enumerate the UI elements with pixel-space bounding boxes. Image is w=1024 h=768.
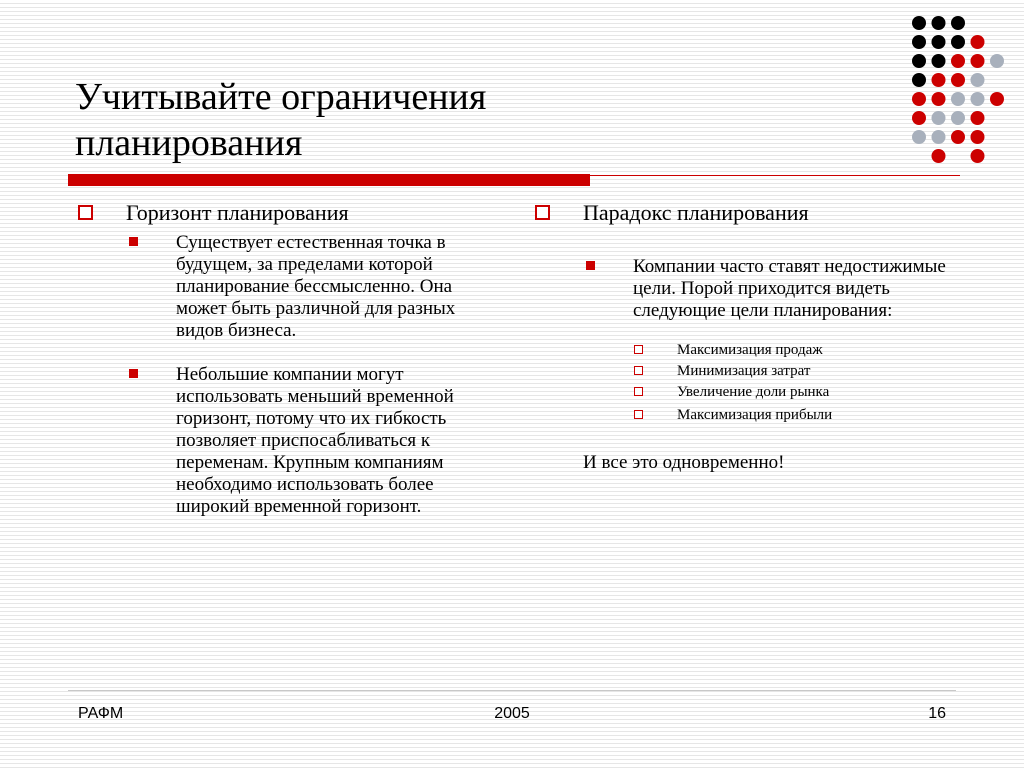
solid-square-bullet-icon — [129, 237, 138, 246]
decorative-dot-grid — [907, 11, 1007, 167]
left-heading: Горизонт планирования — [126, 200, 349, 225]
decorative-dot — [990, 92, 1004, 106]
decorative-dot — [932, 35, 946, 49]
decorative-dot — [912, 16, 926, 30]
goal-item — [533, 382, 953, 403]
decorative-dot — [971, 73, 985, 87]
left-bullet-2 — [76, 364, 496, 518]
left-column — [76, 200, 496, 518]
small-square-bullet-icon — [634, 366, 643, 375]
decorative-dot — [932, 130, 946, 144]
left-bullet-1-text: Существует естественная точка в будущем, за пределами которой планирование бессмысленно. Она может быть различной для разных видов бизнеса. — [176, 232, 456, 341]
decorative-dot — [912, 92, 926, 106]
right-bullet-text: Компании часто ставят недостижимые цели. Порой приходится видеть следующие цели планирования: — [633, 256, 946, 321]
goal-item — [533, 405, 953, 426]
footer-year: 2005 — [494, 705, 530, 722]
decorative-dot — [971, 130, 985, 144]
footer-organization: РАФМ — [78, 705, 124, 722]
decorative-dot — [951, 92, 965, 106]
decorative-dot — [971, 92, 985, 106]
slide-number: 16 — [928, 705, 946, 722]
decorative-dot — [932, 54, 946, 68]
left-bullet-2-text: Небольшие компании могут использовать меньший временной горизонт, потому что их гибкость позволяет приспосабливаться к переменам. Крупным компаниям необходимо использовать более широкий временной горизонт. — [176, 364, 454, 517]
solid-square-bullet-icon — [129, 369, 138, 378]
decorative-dot — [912, 54, 926, 68]
decorative-dot — [951, 54, 965, 68]
small-square-bullet-icon — [634, 387, 643, 396]
right-heading: Парадокс планирования — [583, 200, 809, 225]
footer-divider — [68, 690, 956, 691]
decorative-dot — [951, 16, 965, 30]
decorative-dot — [971, 54, 985, 68]
solid-square-bullet-icon — [586, 261, 595, 270]
small-square-bullet-icon — [634, 345, 643, 354]
goal-item-text: Максимизация продаж — [677, 342, 823, 358]
decorative-dot — [990, 54, 1004, 68]
slide-title: Учитывайте ограничения планирования — [75, 76, 487, 164]
goal-item-text: Минимизация затрат — [677, 363, 811, 379]
decorative-dot — [932, 16, 946, 30]
decorative-dot — [912, 130, 926, 144]
right-bullet — [533, 256, 953, 322]
goal-item-text: Максимизация прибыли — [677, 407, 833, 423]
decorative-dot — [971, 149, 985, 163]
decorative-dot — [912, 111, 926, 125]
right-heading-item — [533, 200, 953, 226]
decorative-dot — [951, 35, 965, 49]
left-bullet-1 — [76, 232, 496, 342]
decorative-dot — [932, 149, 946, 163]
decorative-dot — [932, 92, 946, 106]
hollow-square-bullet-icon — [78, 205, 93, 220]
decorative-dot — [932, 73, 946, 87]
decorative-dot — [912, 73, 926, 87]
decorative-dot — [971, 35, 985, 49]
decorative-dot — [971, 111, 985, 125]
goal-item-text: Увеличение доли рынка — [677, 384, 830, 400]
right-column — [533, 200, 953, 474]
decorative-dot — [912, 35, 926, 49]
goal-item — [533, 361, 953, 382]
title-thin-line — [590, 175, 960, 176]
hollow-square-bullet-icon — [535, 205, 550, 220]
title-red-bar — [68, 174, 590, 186]
left-heading-item — [76, 200, 496, 226]
decorative-dot — [951, 73, 965, 87]
small-square-bullet-icon — [634, 410, 643, 419]
decorative-dot — [951, 111, 965, 125]
goal-item — [533, 340, 953, 361]
conclusion-text: И все это одновременно! — [583, 452, 785, 473]
decorative-dot — [932, 111, 946, 125]
decorative-dot — [951, 130, 965, 144]
goals-list — [533, 340, 953, 426]
